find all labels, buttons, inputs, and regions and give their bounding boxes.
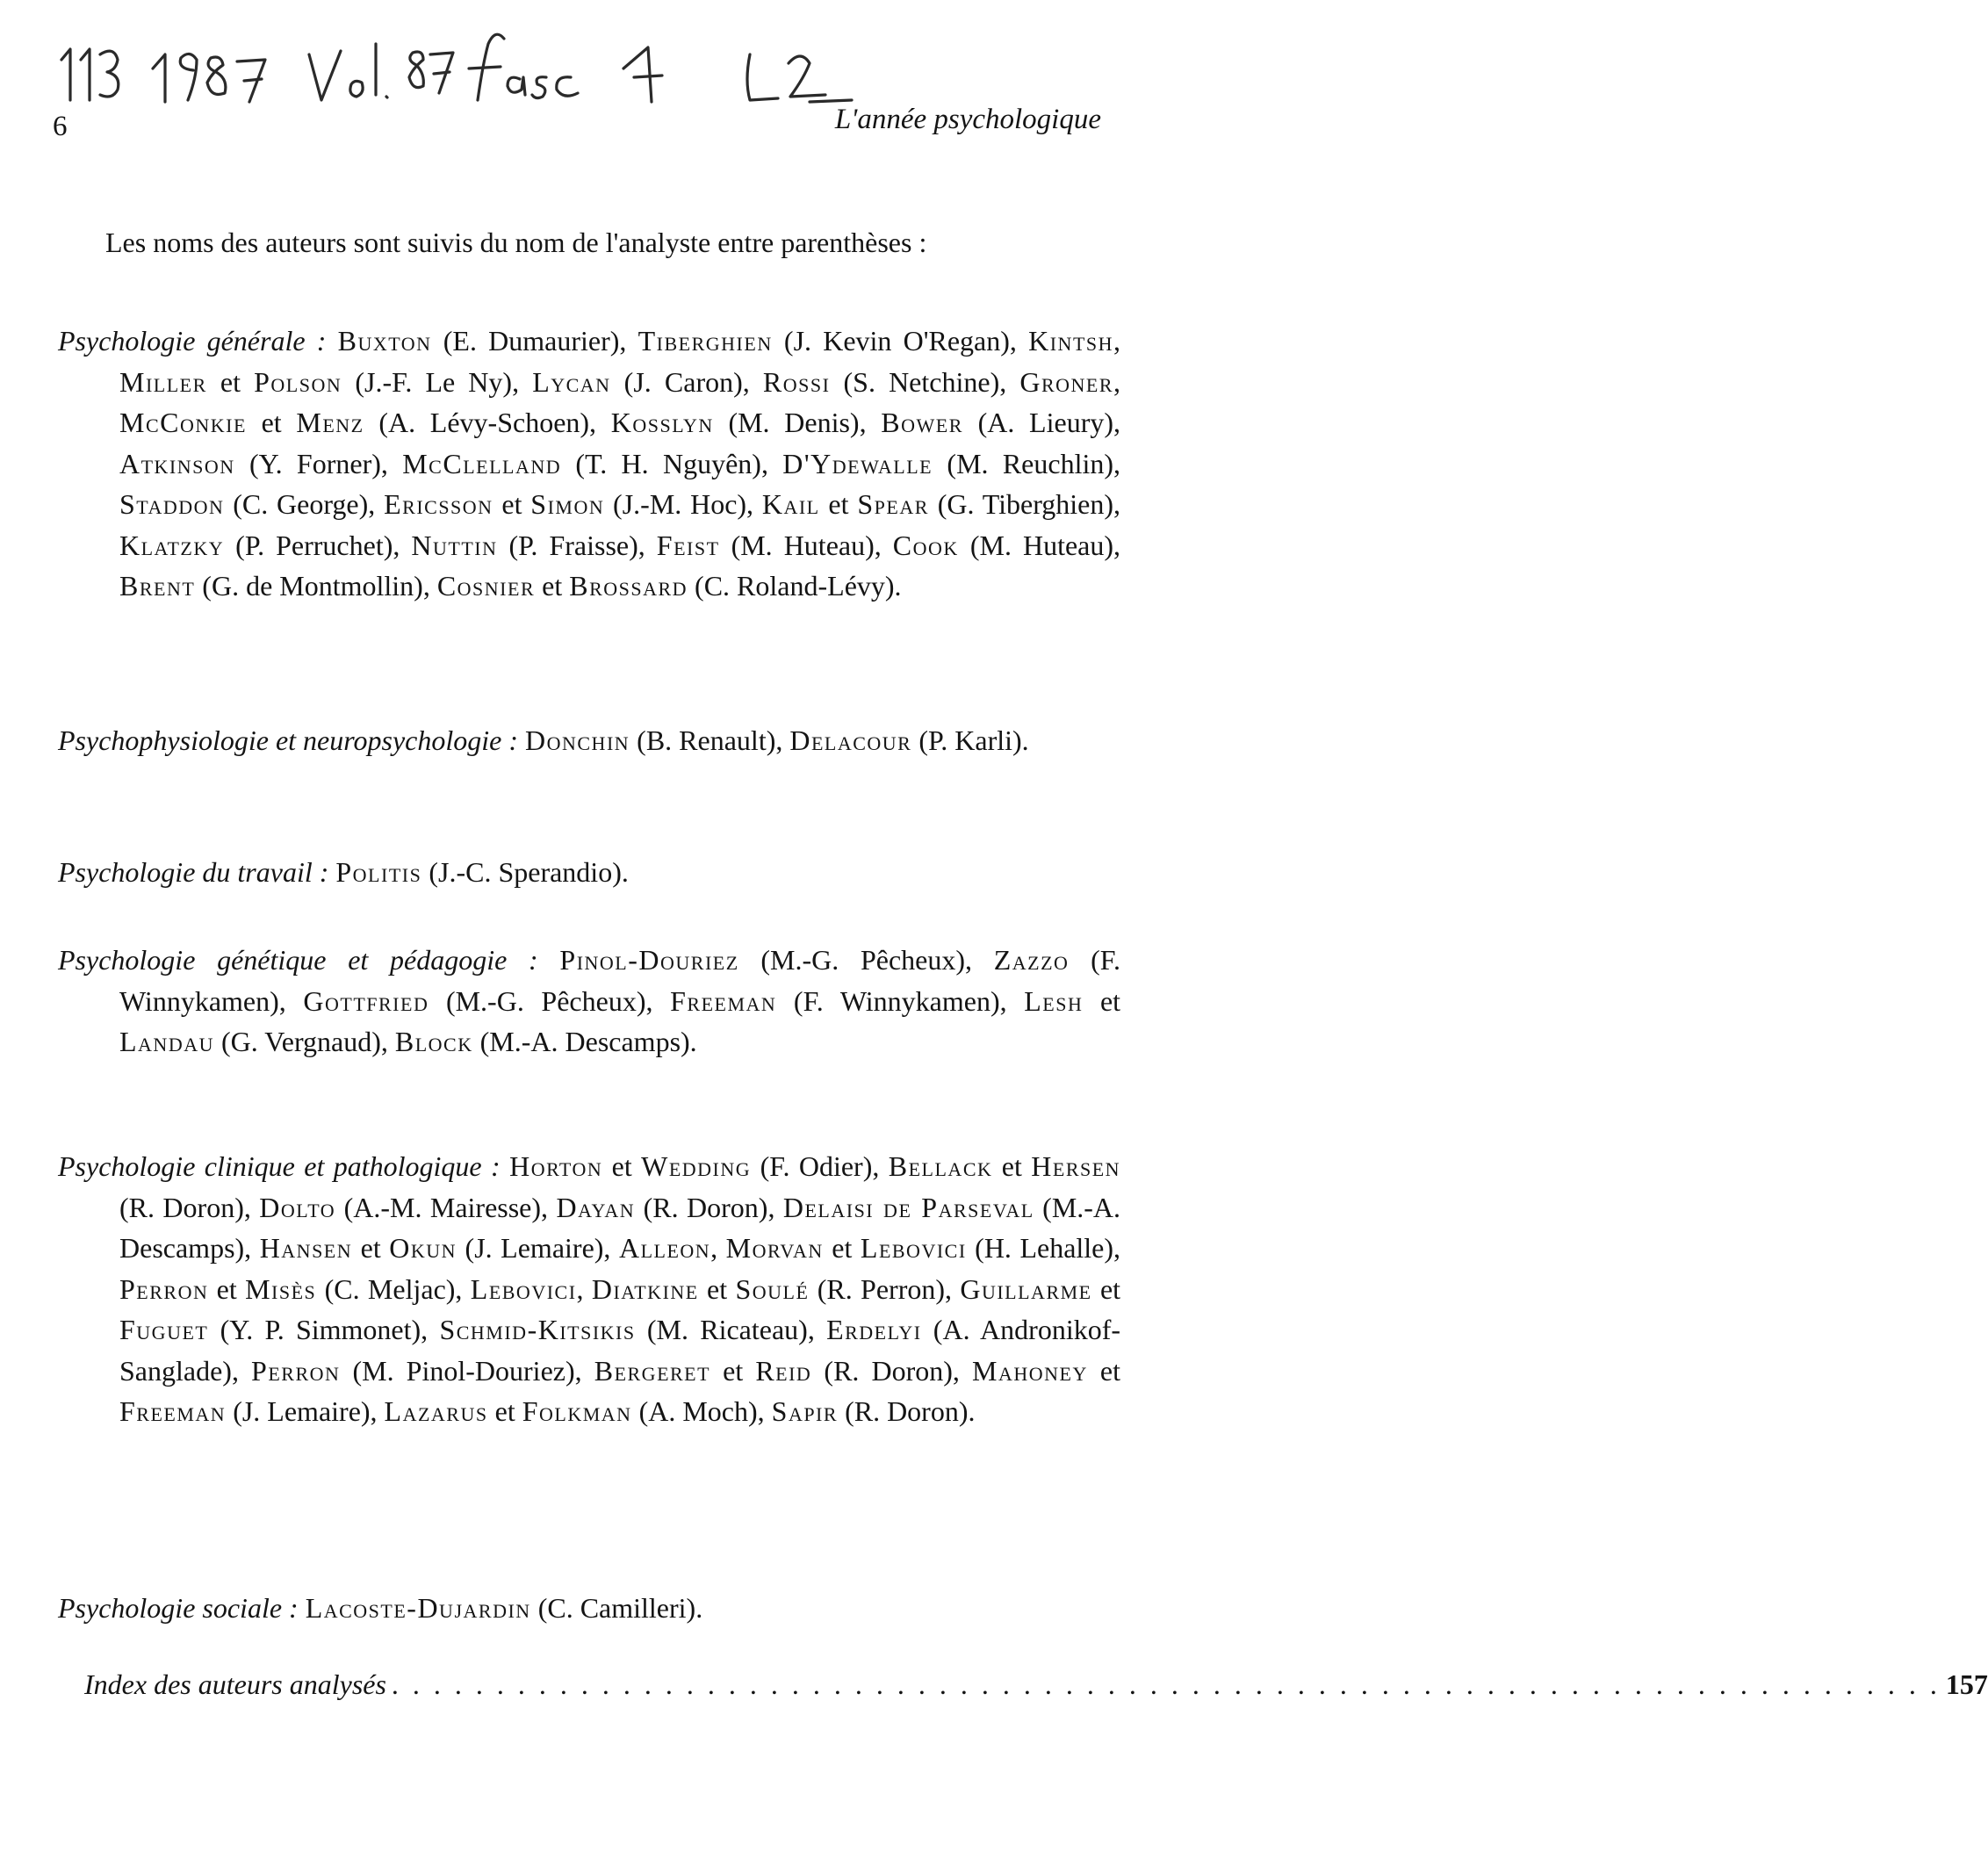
index-page-number: 157 [1945,1668,1988,1700]
section-body [58,1146,1120,1432]
author-name: Donchin [525,724,630,756]
author-name: Klatzky [119,529,225,561]
analyst-text: et [535,570,570,602]
analyst-text: et [352,1232,390,1264]
analyst-text: (M. Pinol-Douriez), [340,1354,594,1387]
section-body [58,940,1120,1063]
analyst-text: (C. Camilleri). [530,1592,703,1624]
author-name: Bower [881,407,963,438]
analyst-text: (J. Lemaire), [457,1232,619,1264]
analyst-text: et [1087,1354,1121,1387]
analyst-text: (M. Huteau), [958,529,1121,561]
author-name: Mahoney [972,1354,1088,1387]
author-name: Horton [509,1150,603,1182]
author-name: Staddon [119,488,225,520]
author-name: Sapir [771,1395,839,1427]
analyst-text: (R. Doron). [838,1395,976,1427]
author-name: Lacoste-Dujardin [305,1592,531,1624]
analyst-text: et [206,365,255,398]
author-name: Delacour [789,724,912,756]
analyst-text: et [823,1232,861,1264]
analyst-text: (R. Doron), [635,1191,783,1223]
analyst-text: (J.-C. Sperandio). [421,856,629,888]
author-name: Pinol-Douriez [559,944,739,976]
analyst-text: et [493,488,531,520]
author-name: Fuguet [119,1314,209,1345]
section-body [58,852,1120,893]
page-number: 6 [53,111,68,142]
analyst-text: (R. Doron), [811,1354,972,1387]
index-label: Index des auteurs analysés [84,1668,386,1700]
author-name: Menz [296,407,364,438]
author-name: Brent [119,570,196,602]
handwriting-strokes [61,34,852,102]
index-entry [84,1668,1988,1701]
author-name: Kosslyn [610,407,714,438]
author-name: Miller [119,365,207,398]
analyst-text: (J. Kevin O'Regan), [772,325,1029,357]
dot-leader: . . . . . . . . . . . . . . . . . . . . . . . . . . . . . . . . . . . . . . . . . . . . . . . . . . . . . . . . . . . . . . . . . . . . . . . . . . [391,1668,1941,1700]
section-heading: Psychologie sociale : [58,1592,299,1624]
section-psychologie-genetique [58,940,1120,1063]
author-name: Feist [656,529,720,561]
running-title: L'année psychologique [834,104,1101,135]
section-body [58,1588,1120,1629]
analyst-text: (C. Roland-Lévy). [688,570,902,602]
analyst-text: , [1113,325,1121,357]
analyst-text: (T. H. Nguyên), [561,447,783,479]
analyst-text: (E. Dumaurier), [431,325,638,357]
analyst-text: , [576,1272,592,1305]
section-psychologie-sociale [58,1588,1120,1629]
analyst-text: (F. Winnykamen), [776,984,1025,1017]
author-name: Perron [119,1272,209,1305]
author-name: Morvan [725,1232,824,1264]
author-name: Diatkine [591,1272,699,1305]
handwritten-annotation [61,19,887,107]
author-name: Erdelyi [826,1314,922,1345]
author-name: Perron [251,1354,341,1387]
analyst-text: (Y. P. Simmonet), [208,1314,440,1345]
author-name: McClelland [402,447,562,479]
author-name: D'Ydewalle [782,447,933,479]
analyst-text: (M. Reuchlin), [933,447,1121,479]
author-name: Groner [1019,365,1114,398]
author-name: Polson [254,365,342,398]
analyst-text: (Y. Forner), [234,447,403,479]
analyst-text: (F. Winnykamen), [119,944,1121,1017]
analyst-text: et [208,1272,246,1305]
analyst-text: et [487,1395,522,1427]
author-name: Schmid-Kitsikis [439,1314,636,1345]
analyst-text: et [710,1354,756,1387]
section-psychologie-du-travail [58,852,1120,893]
analyst-text: et [698,1272,736,1305]
author-name: Gottfried [303,984,429,1017]
analyst-text: (A. Lieury), [962,407,1121,438]
analyst-text: (M.-A. Descamps), [119,1191,1121,1264]
author-name: Simon [530,488,605,520]
analyst-text: (M.-A. Descamps). [472,1026,697,1057]
analyst-text: (A. Andronikof-Sanglade), [119,1314,1121,1387]
analyst-text: (P. Perruchet), [224,529,412,561]
section-psychophysiologie [58,720,1120,761]
author-name: Spear [857,488,929,520]
analyst-text: (G. Tiberghien), [928,488,1121,520]
section-heading: Psychologie du travail : [58,856,329,888]
section-heading: Psychologie clinique et pathologique : [58,1150,501,1182]
intro-paragraph: Les noms des auteurs sont suivis du nom de l'analyste entre parenthèses : [105,227,927,258]
analyst-text: (G. Vergnaud), [214,1026,395,1057]
handwriting-drawing [61,19,887,107]
author-name: Hersen [1031,1150,1121,1182]
section-body [58,321,1120,607]
author-name: Reid [755,1354,812,1387]
author-name: Atkinson [119,447,235,479]
author-name: Alleon [618,1232,711,1264]
analyst-text: (R. Perron), [809,1272,961,1305]
analyst-text: et [1083,984,1121,1017]
author-name: Politis [335,856,422,888]
analyst-text: (R. Doron), [119,1191,260,1223]
section-psychologie-clinique [58,1146,1120,1432]
author-name: Folkman [522,1395,632,1427]
author-name: Cosnier [436,570,536,602]
author-name: Soulé [735,1272,810,1305]
analyst-text: (A.-M. Mairesse), [335,1191,557,1223]
analyst-text: (M.-G. Pêcheux), [738,944,994,976]
author-name: Delaisi de Parseval [782,1191,1034,1223]
author-name: Dolto [259,1191,336,1223]
author-name: Dayan [556,1191,636,1223]
analyst-text: (B. Renault), [630,724,790,756]
analyst-text: , [710,1232,726,1264]
analyst-text: (F. Odier), [751,1150,889,1182]
section-heading: Psychophysiologie et neuropsychologie : [58,724,518,756]
analyst-text: (M. Ricateau), [635,1314,827,1345]
analyst-text: (J. Caron), [610,365,763,398]
author-name: Cook [892,529,959,561]
analyst-text: (A. Lévy-Schoen), [364,407,611,438]
analyst-text: et [819,488,858,520]
analyst-text: (C. George), [224,488,385,520]
author-name: Hansen [259,1232,353,1264]
analyst-text: et [602,1150,642,1182]
analyst-text: (S. Netchine), [830,365,1020,398]
author-name: Nuttin [411,529,498,561]
author-name: Lebovici [860,1232,967,1264]
analyst-text: , [1113,365,1121,398]
analyst-text: et [246,407,297,438]
analyst-text: et [1091,1272,1121,1305]
author-name: Lesh [1024,984,1084,1017]
author-name: Brossard [569,570,688,602]
analyst-text: (M.-G. Pêcheux), [429,984,671,1017]
author-name: Zazzo [993,944,1070,976]
author-name: Lazarus [384,1395,488,1427]
author-name: Misès [245,1272,317,1305]
author-name: Bergeret [594,1354,711,1387]
analyst-text: (H. Lehalle), [966,1232,1121,1264]
analyst-text: et [992,1150,1032,1182]
analyst-text: (G. de Montmollin), [195,570,437,602]
section-body [58,720,1120,761]
author-name: Buxton [337,325,432,357]
analyst-text: (C. Meljac), [316,1272,471,1305]
author-name: Ericsson [384,488,493,520]
section-psychologie-generale [58,321,1120,607]
analyst-text: (M. Huteau), [719,529,893,561]
author-name: Rossi [762,365,831,398]
author-name: Block [394,1026,473,1057]
author-name: Lycan [532,365,611,398]
author-name: Bellack [888,1150,993,1182]
author-name: Kintsh [1028,325,1114,357]
author-name: Freeman [119,1395,227,1427]
section-heading: Psychologie génétique et pédagogie : [58,944,538,976]
author-name: Landau [119,1026,214,1057]
author-name: Okun [389,1232,457,1264]
author-name: Wedding [641,1150,752,1182]
analyst-text: (J. Lemaire), [226,1395,385,1427]
analyst-text: (P. Fraisse), [497,529,657,561]
analyst-text: (M. Denis), [713,407,882,438]
author-name: Guillarme [960,1272,1092,1305]
author-name: Tiberghien [637,325,773,357]
analyst-text: (J.-F. Le Ny), [342,365,533,398]
author-name: Lebovici [470,1272,577,1305]
analyst-text: (P. Karli). [911,724,1029,756]
author-name: Kail [761,488,820,520]
author-name: McConkie [119,407,247,438]
analyst-text: (A. Moch), [631,1395,772,1427]
section-heading: Psychologie générale : [58,325,327,357]
author-name: Freeman [670,984,777,1017]
analyst-text: (J.-M. Hoc), [604,488,762,520]
